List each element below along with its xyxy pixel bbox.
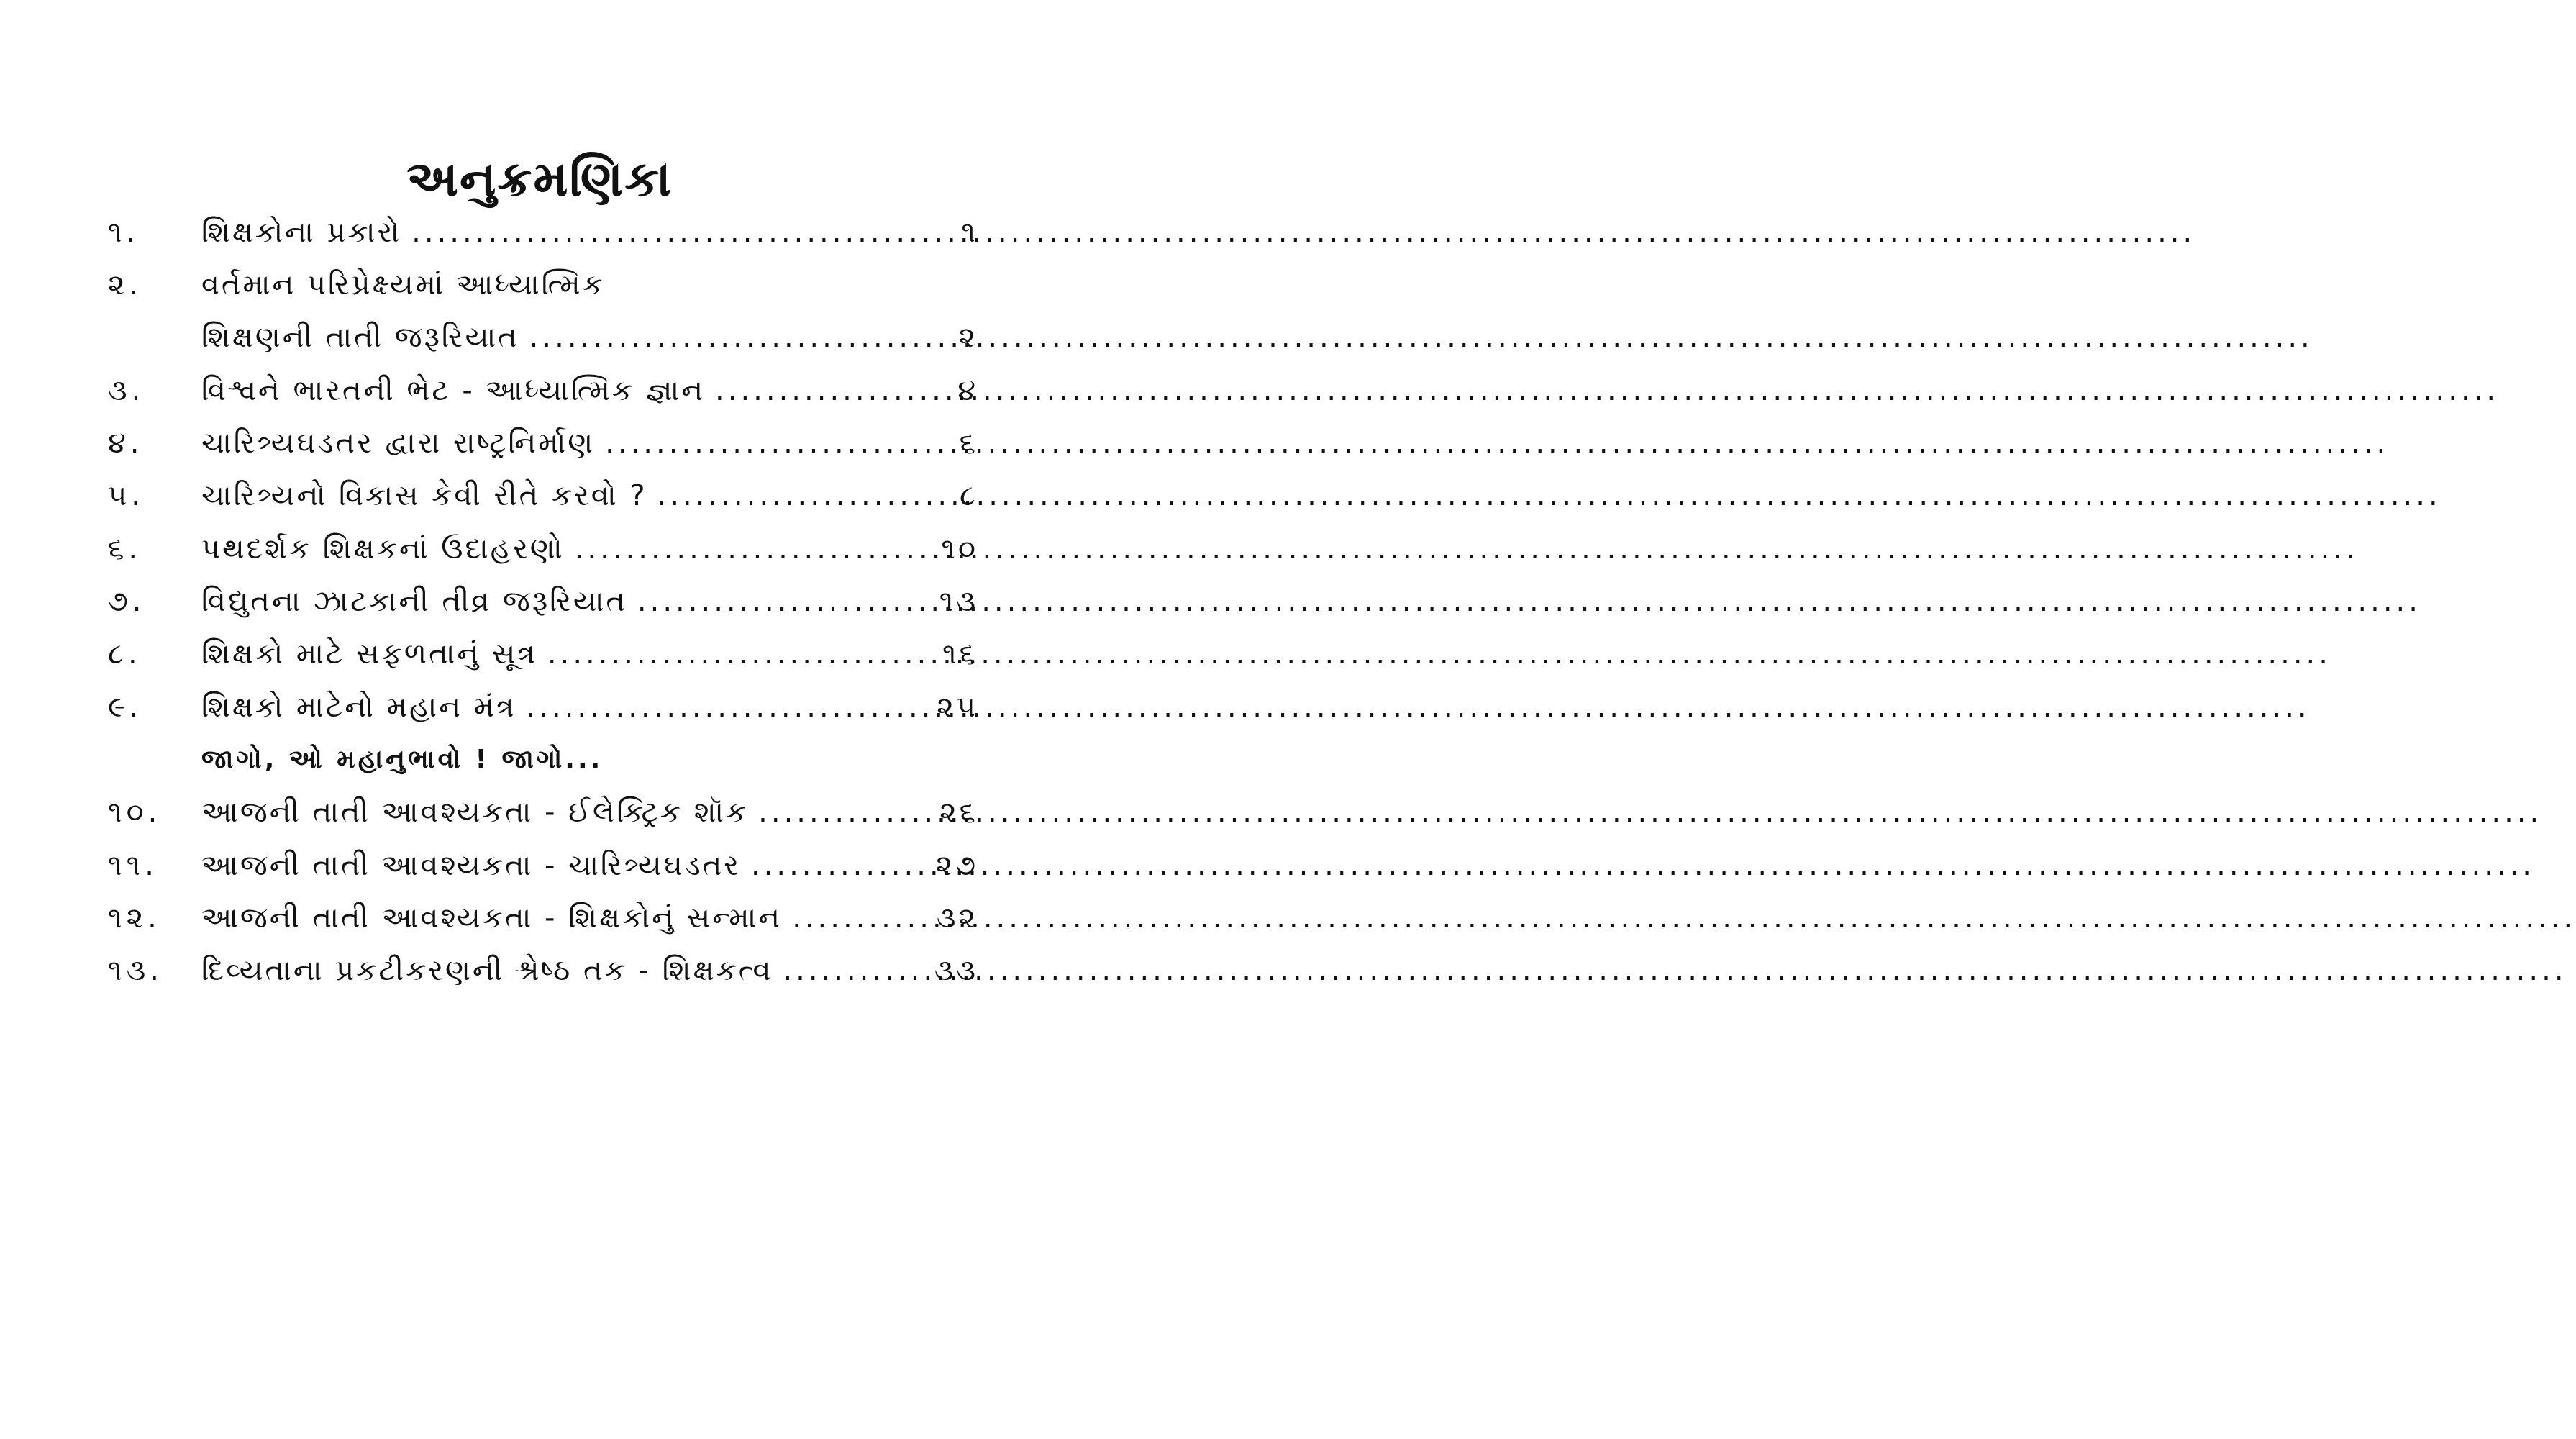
entry-number: ૯. [108, 691, 143, 724]
toc-entry [108, 892, 978, 944]
entry-page: ૨ [958, 321, 978, 354]
entry-page: ૧ [961, 216, 978, 249]
entry-title: આજની તાતી આવશ્યકતા - શિક્ષકોનું સન્માન [201, 902, 783, 935]
entry-title: શિક્ષકો માટે સફળતાનું સૂત્ર [201, 637, 537, 671]
entry-title: વિશ્વને ભારતની ભેટ - આધ્યાત્મિક જ્ઞાન [201, 374, 706, 407]
entry-page: ૧૩ [939, 585, 978, 618]
entry-page: ૩૩ [934, 954, 978, 987]
toc-entry [108, 786, 978, 838]
dot-leader [792, 892, 928, 944]
entry-title: દિવ્યતાના પ્રકટીકરણની શ્રેષ્ઠ તક - શિક્ષકત્વ [201, 954, 773, 987]
entry-title: ચારિત્ર્યનો વિકાસ કેવી રીતે કરવો ? [201, 479, 647, 512]
toc-entry [108, 470, 978, 522]
entry-page: ૨૭ [935, 849, 978, 882]
toc-entry [108, 365, 978, 417]
entry-page: ૨૫ [937, 691, 978, 724]
dot-leader [575, 523, 933, 575]
dot-leader [657, 470, 951, 522]
entry-page: ૩૨ [936, 902, 978, 935]
toc-entry [108, 417, 978, 469]
entry-page: ૧૦ [941, 532, 978, 566]
toc-entry [108, 576, 978, 627]
entry-title: શિક્ષકો માટેનો મહાન મંત્ર [201, 691, 516, 724]
page-title: અનુક્રમણિકા [406, 151, 673, 208]
dot-leader [529, 312, 950, 363]
toc-entry [108, 945, 978, 997]
entry-number: ૨. [108, 268, 143, 301]
entry-title: વર્તમાન પરિપ્રેક્ષ્યમાં આધ્યાત્મિક [201, 268, 605, 301]
toc-entry [108, 523, 978, 575]
toc-page [0, 0, 1079, 1439]
toc-entry [108, 840, 978, 891]
dot-leader [751, 840, 927, 891]
dot-leader [605, 417, 950, 469]
entry-page: ૨૬ [939, 796, 978, 829]
dot-leader [758, 786, 931, 838]
toc-entry [108, 206, 978, 258]
entry-number: ૧. [108, 216, 140, 249]
entry-title: વિદ્યુતના ઝાટકાની તીવ્ર જરૂરિયાત [201, 585, 627, 618]
dot-leader [637, 576, 931, 627]
entry-number: ૧૩. [108, 954, 163, 987]
toc-entry [108, 628, 978, 680]
entry-title: ચારિત્ર્યઘડતર દ્વારા રાષ્ટ્રનિર્માણ [201, 427, 596, 460]
entry-number: ૭. [108, 585, 146, 618]
entry-page: ૧૬ [942, 637, 978, 671]
entry-number: ૧૧. [108, 849, 158, 882]
dot-leader [547, 628, 934, 680]
entry-number: ૮. [108, 637, 142, 671]
entry-page: ૮ [960, 479, 978, 512]
entry-number: ૧૦. [108, 796, 162, 829]
toc-entry [108, 259, 978, 311]
subheading-text: જાગો, ઓ મહાનુભાવો ! જાગો... [201, 745, 604, 774]
dot-leader [715, 365, 949, 417]
toc-entry [108, 681, 978, 733]
entry-number: ૫. [108, 479, 145, 512]
toc-entry-continuation [108, 312, 978, 363]
toc-subheading [108, 734, 978, 786]
entry-number: ૩. [108, 374, 145, 407]
entry-number: ૧૨. [108, 902, 161, 935]
entry-number: ૪. [108, 427, 144, 460]
dot-leader [411, 206, 952, 258]
entry-page: ૬ [959, 427, 978, 460]
dot-leader [783, 945, 925, 997]
entry-title: પથદર્શક શિક્ષકનાં ઉદાહરણો [201, 532, 565, 566]
entry-title: શિક્ષકોના પ્રકારો [201, 216, 402, 249]
dot-leader [527, 681, 929, 733]
entry-page: ૪ [957, 374, 978, 407]
entry-title: આજની તાતી આવશ્યકતા - ઈલેક્ટ્રિક શૉક [201, 796, 749, 829]
entry-title: શિક્ષણની તાતી જરૂરિયાત [201, 321, 519, 354]
entry-number: ૬. [108, 532, 142, 566]
entry-title: આજની તાતી આવશ્યકતા - ચારિત્ર્યઘડતર [201, 849, 741, 882]
